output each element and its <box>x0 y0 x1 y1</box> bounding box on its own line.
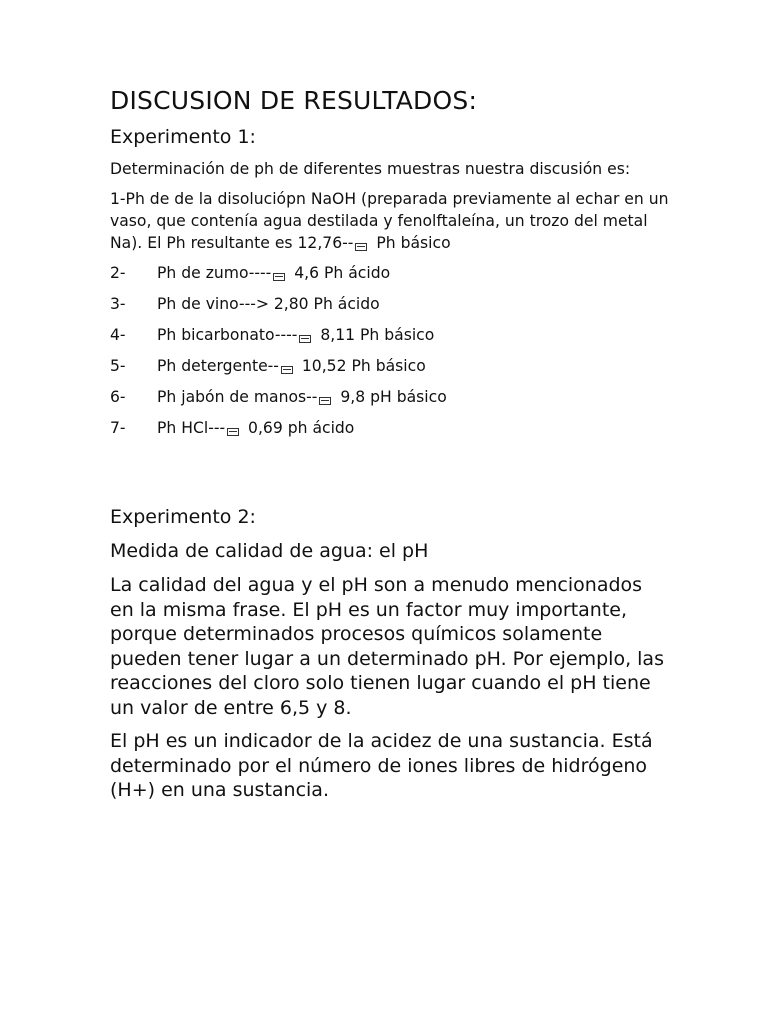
document-content <box>110 84 670 812</box>
list-item-text <box>157 324 434 346</box>
list-item-after: 10,52 Ph básico <box>296 357 426 375</box>
list-item-before: Ph jabón de manos-- <box>157 388 318 406</box>
arrow-symbol-icon <box>281 366 293 374</box>
experiment-1-heading: Experimento 1: <box>110 126 256 148</box>
list-item-text <box>157 293 380 315</box>
list-item <box>110 293 670 315</box>
list-item-before: Ph bicarbonato---- <box>157 326 298 344</box>
list-item-before: Ph detergente-- <box>157 357 279 375</box>
list-item-text <box>157 417 354 439</box>
list-item-number: 4- <box>110 326 126 344</box>
list-item-after: 8,11 Ph básico <box>315 326 435 344</box>
list-item <box>110 324 670 346</box>
list-item <box>110 262 670 284</box>
experiment-1-item-1 <box>110 188 670 254</box>
experiment-2-subheading: Medida de calidad de agua: el pH <box>110 540 429 562</box>
arrow-symbol-icon <box>319 397 331 405</box>
list-item <box>110 386 670 408</box>
item-1-text: 1-Ph de de la disoluciópn NaOH (preparada previamente al echar en un vaso, que contenía agua destilada y fenolftaleína, un trozo del metal Na). El Ph resultante es 12,76-- <box>110 190 669 252</box>
experiment-1-list <box>110 262 670 439</box>
list-item-number: 7- <box>110 419 126 437</box>
list-item-after: 9,8 pH básico <box>335 388 447 406</box>
list-item-number: 2- <box>110 264 126 282</box>
experiment-2-heading: Experimento 2: <box>110 506 256 528</box>
list-item <box>110 355 670 377</box>
experiment-2-paragraph-1: La calidad del agua y el pH son a menudo mencionados en la misma frase. El pH es un factor muy importante, porque determinados procesos químicos solamente pueden tener lugar a un determinado pH. Por ejemplo, las reacciones del cloro solo tienen lugar cuando el pH tiene un valor de entre 6,5 y 8. <box>110 574 664 719</box>
list-item-before: Ph de zumo---- <box>157 264 272 282</box>
list-item-before: Ph de vino---> 2,80 Ph ácido <box>157 295 380 313</box>
list-item-number: 6- <box>110 388 126 406</box>
item-1-result: Ph básico <box>371 234 451 252</box>
experiment-1-intro: Determinación de ph de diferentes muestras nuestra discusión es: <box>110 160 631 178</box>
document-title: DISCUSION DE RESULTADOS: <box>110 86 478 115</box>
list-item-text <box>157 262 390 284</box>
list-item-number: 5- <box>110 357 126 375</box>
list-item-after: 4,6 Ph ácido <box>289 264 391 282</box>
arrow-symbol-icon <box>299 335 311 343</box>
experiment-2-paragraph-2: El pH es un indicador de la acidez de una sustancia. Está determinado por el número de iones libres de hidrógeno (H+) en una sustancia. <box>110 730 653 801</box>
list-item-number: 3- <box>110 295 126 313</box>
list-item-after: 0,69 ph ácido <box>243 419 355 437</box>
arrow-symbol-icon <box>227 428 239 436</box>
list-item-text <box>157 355 426 377</box>
list-item-before: Ph HCl--- <box>157 419 226 437</box>
list-item-text <box>157 386 447 408</box>
arrow-symbol-icon <box>273 273 285 281</box>
section-spacer <box>110 448 670 505</box>
list-item <box>110 417 670 439</box>
arrow-symbol-icon <box>355 243 367 251</box>
